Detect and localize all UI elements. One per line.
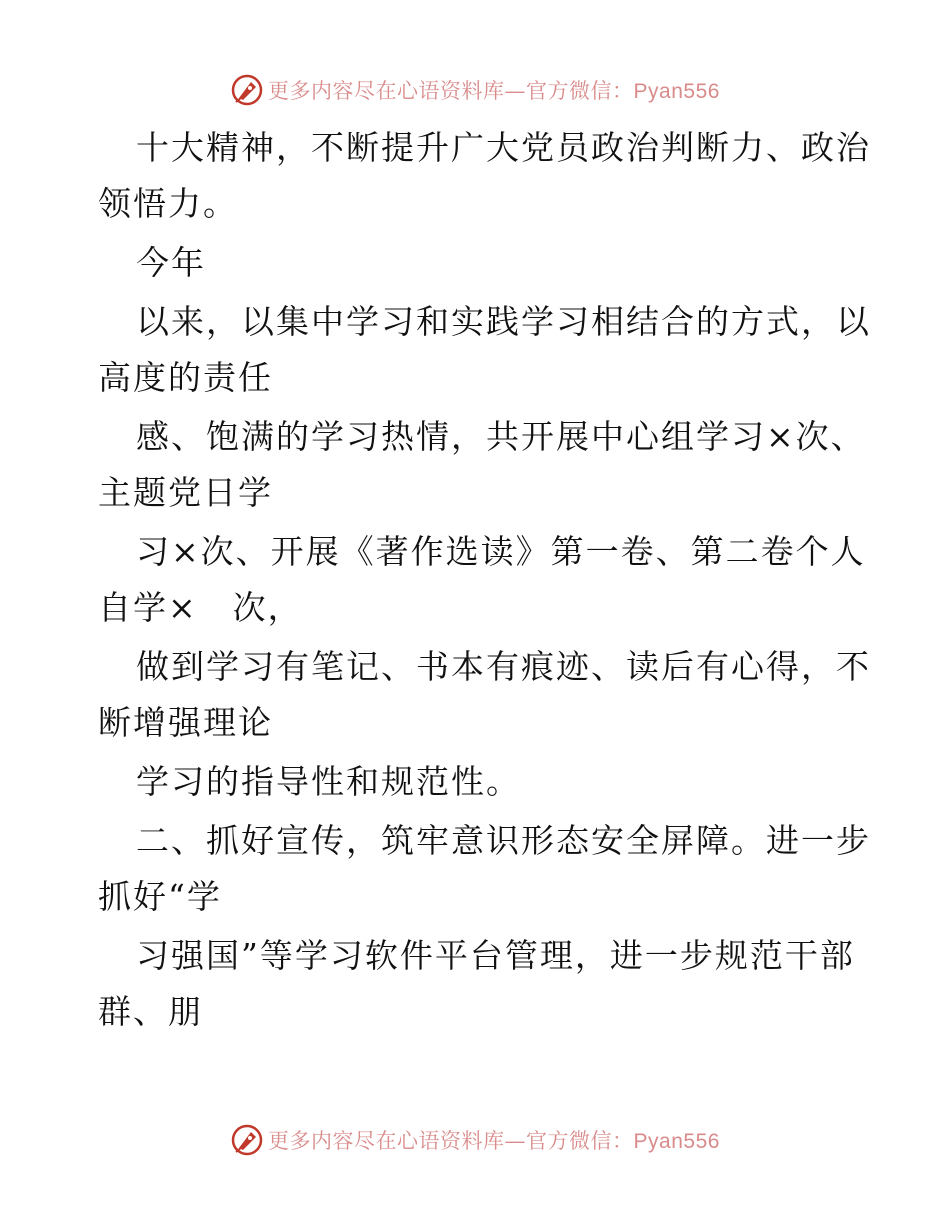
pen-nib-logo-icon [230,73,264,107]
footer-watermark-text: 更多内容尽在心语资料库—官方微信： [268,1129,634,1153]
body-line: 高度的责任 [98,358,273,397]
header-wechat-id: Pyan556 [633,80,720,103]
document-body [98,120,871,1040]
body-line: 自学× 次， [98,588,303,627]
body-line: 二、抓好宣传，筑牢意识形态安全屏障。进一步 [136,821,871,860]
footer-wechat-id: Pyan556 [633,1130,720,1153]
body-line: 感、饱满的学习热情，共开展中心组学习×次、 [136,417,866,456]
body-line: 习强国”等学习软件平台管理，进一步规范干部 [136,936,855,975]
body-line: 主题党日学 [98,473,273,512]
body-line: 做到学习有笔记、书本有痕迹、读后有心得，不 [136,647,871,686]
body-line: 领悟力。 [98,184,238,223]
body-line: 以来，以集中学习和实践学习相结合的方式，以 [136,302,871,341]
body-line: 十大精神，不断提升广大党员政治判断力、政治 [136,128,871,167]
body-line: 今年 [136,243,206,282]
body-line: 抓好“学 [98,877,222,916]
body-line: 学习的指导性和规范性。 [136,762,521,801]
body-line: 断增强理论 [98,703,273,742]
body-line: 习×次、开展《著作选读》第一卷、第二卷个人 [136,532,866,571]
footer-watermark [0,1120,950,1160]
header-watermark-text: 更多内容尽在心语资料库—官方微信： [268,79,634,103]
body-line: 群、朋 [98,992,203,1031]
pen-nib-logo-icon [230,1123,264,1157]
header-watermark [0,70,950,110]
